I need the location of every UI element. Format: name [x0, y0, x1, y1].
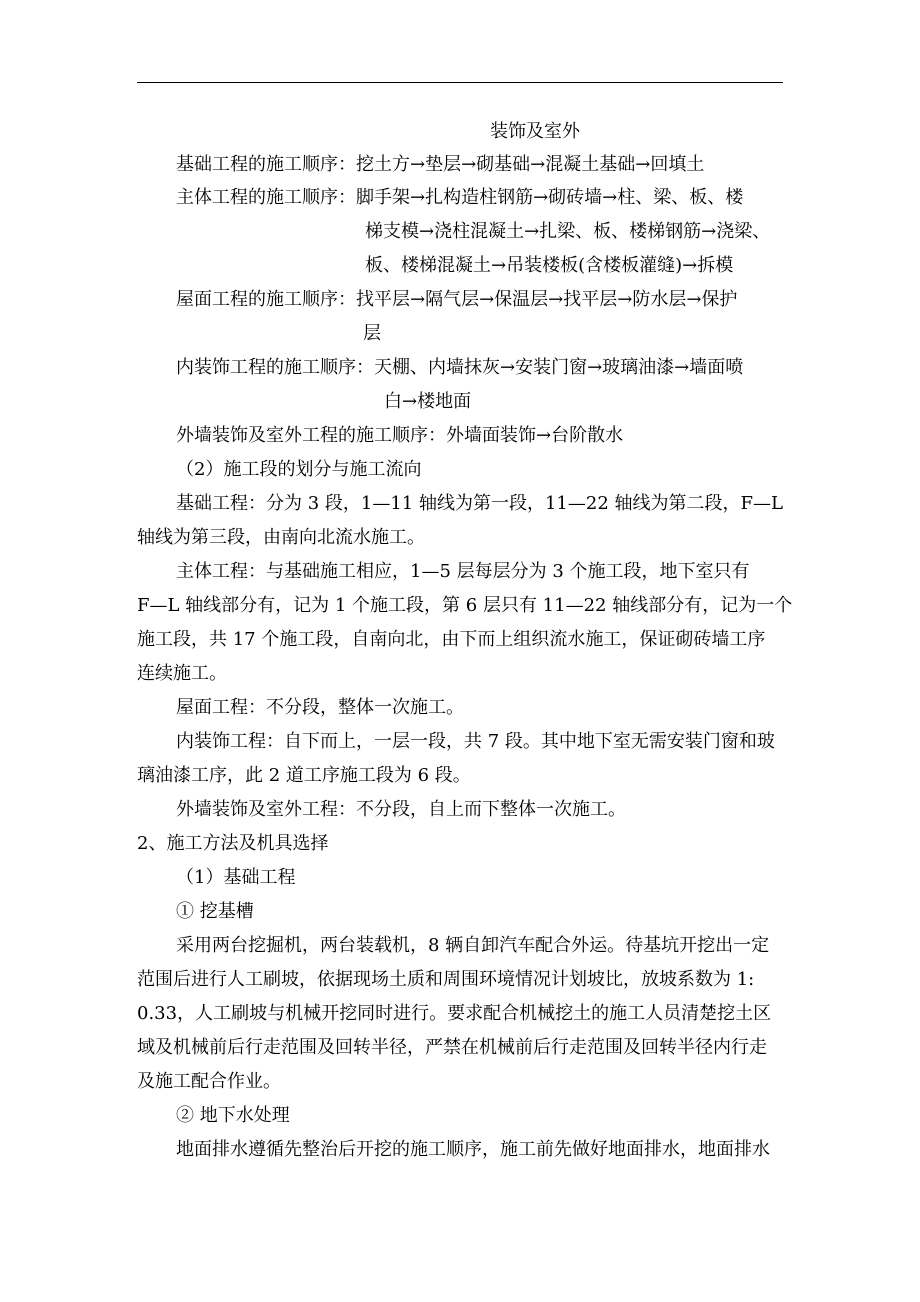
seq-interior-line1: 内装饰工程的施工顺序：天棚、内墙抹灰→安装门窗→玻璃油漆→墙面喷 — [176, 357, 744, 378]
methods-heading: 2、施工方法及机具选择 — [137, 833, 329, 854]
division-foundation-line2: 轴线为第三段，由南向北流水施工。 — [137, 527, 425, 548]
division-interior-line1: 内装饰工程：自下而上，一层一段，共 7 段。其中地下室无需安装门窗和玻 — [176, 731, 775, 752]
methods-subheading: （1）基础工程 — [176, 867, 296, 888]
division-exterior: 外墙装饰及室外工程：不分段，自上而下整体一次施工。 — [176, 799, 626, 820]
seq-exterior: 外墙装饰及室外工程的施工顺序：外墙面装饰→台阶散水 — [176, 425, 624, 446]
division-main-line4: 连续施工。 — [137, 663, 227, 684]
seq-foundation: 基础工程的施工顺序：挖土方→垫层→砌基础→混凝土基础→回填土 — [176, 154, 705, 175]
seq-main-line3: 板、楼梯混凝土→吊装楼板(含楼板灌缝)→拆模 — [365, 255, 734, 276]
division-heading: （2）施工段的划分与施工流向 — [176, 459, 422, 480]
item1-title: ① 挖基槽 — [176, 901, 254, 922]
seq-roof-line1: 屋面工程的施工顺序：找平层→隔气层→保温层→找平层→防水层→保护 — [176, 289, 738, 310]
item1-line4: 域及机械前后行走范围及回转半径，严禁在机械前后行走范围及回转半径内行走 — [137, 1037, 767, 1058]
division-main-line2: F—L 轴线部分有，记为 1 个施工段，第 6 层只有 11—22 轴线部分有，记为一个 — [137, 595, 793, 616]
seq-roof-line2: 层 — [363, 323, 381, 344]
item2-line1: 地面排水遵循先整治后开挖的施工顺序，施工前先做好地面排水，地面排水 — [176, 1139, 770, 1160]
item1-line3: 0.33，人工刷坡与机械开挖同时进行。要求配合机械挖土的施工人员清楚挖土区 — [137, 1003, 772, 1024]
item1-line2: 范围后进行人工刷坡，依据现场土质和周围环境情况计划坡比，放坡系数为 1: — [137, 969, 755, 990]
seq-interior-line2: 白→楼地面 — [384, 391, 472, 412]
header-fragment: 装饰及室外 — [490, 121, 580, 142]
division-roof: 屋面工程：不分段，整体一次施工。 — [176, 697, 464, 718]
seq-main-line1: 主体工程的施工顺序：脚手架→扎构造柱钢筋→砌砖墙→柱、梁、板、楼 — [176, 187, 744, 208]
header-rule — [137, 82, 783, 83]
division-main-line1: 主体工程：与基础施工相应，1—5 层每层分为 3 个施工段，地下室只有 — [176, 561, 750, 582]
division-main-line3: 施工段，共 17 个施工段，自南向北，由下而上组织流水施工，保证砌砖墙工序 — [137, 629, 766, 650]
division-interior-line2: 璃油漆工序，此 2 道工序施工段为 6 段。 — [137, 765, 471, 786]
item2-title: ② 地下水处理 — [176, 1105, 290, 1126]
division-foundation-line1: 基础工程：分为 3 段，1—11 轴线为第一段，11—22 轴线为第二段，F—L — [176, 493, 783, 514]
item1-line1: 采用两台挖掘机，两台装载机，8 辆自卸汽车配合外运。待基坑开挖出一定 — [176, 935, 770, 956]
seq-main-line2: 梯支模→浇柱混凝土→扎梁、板、楼梯钢筋→浇梁、 — [365, 221, 771, 242]
item1-line5: 及施工配合作业。 — [137, 1071, 281, 1092]
